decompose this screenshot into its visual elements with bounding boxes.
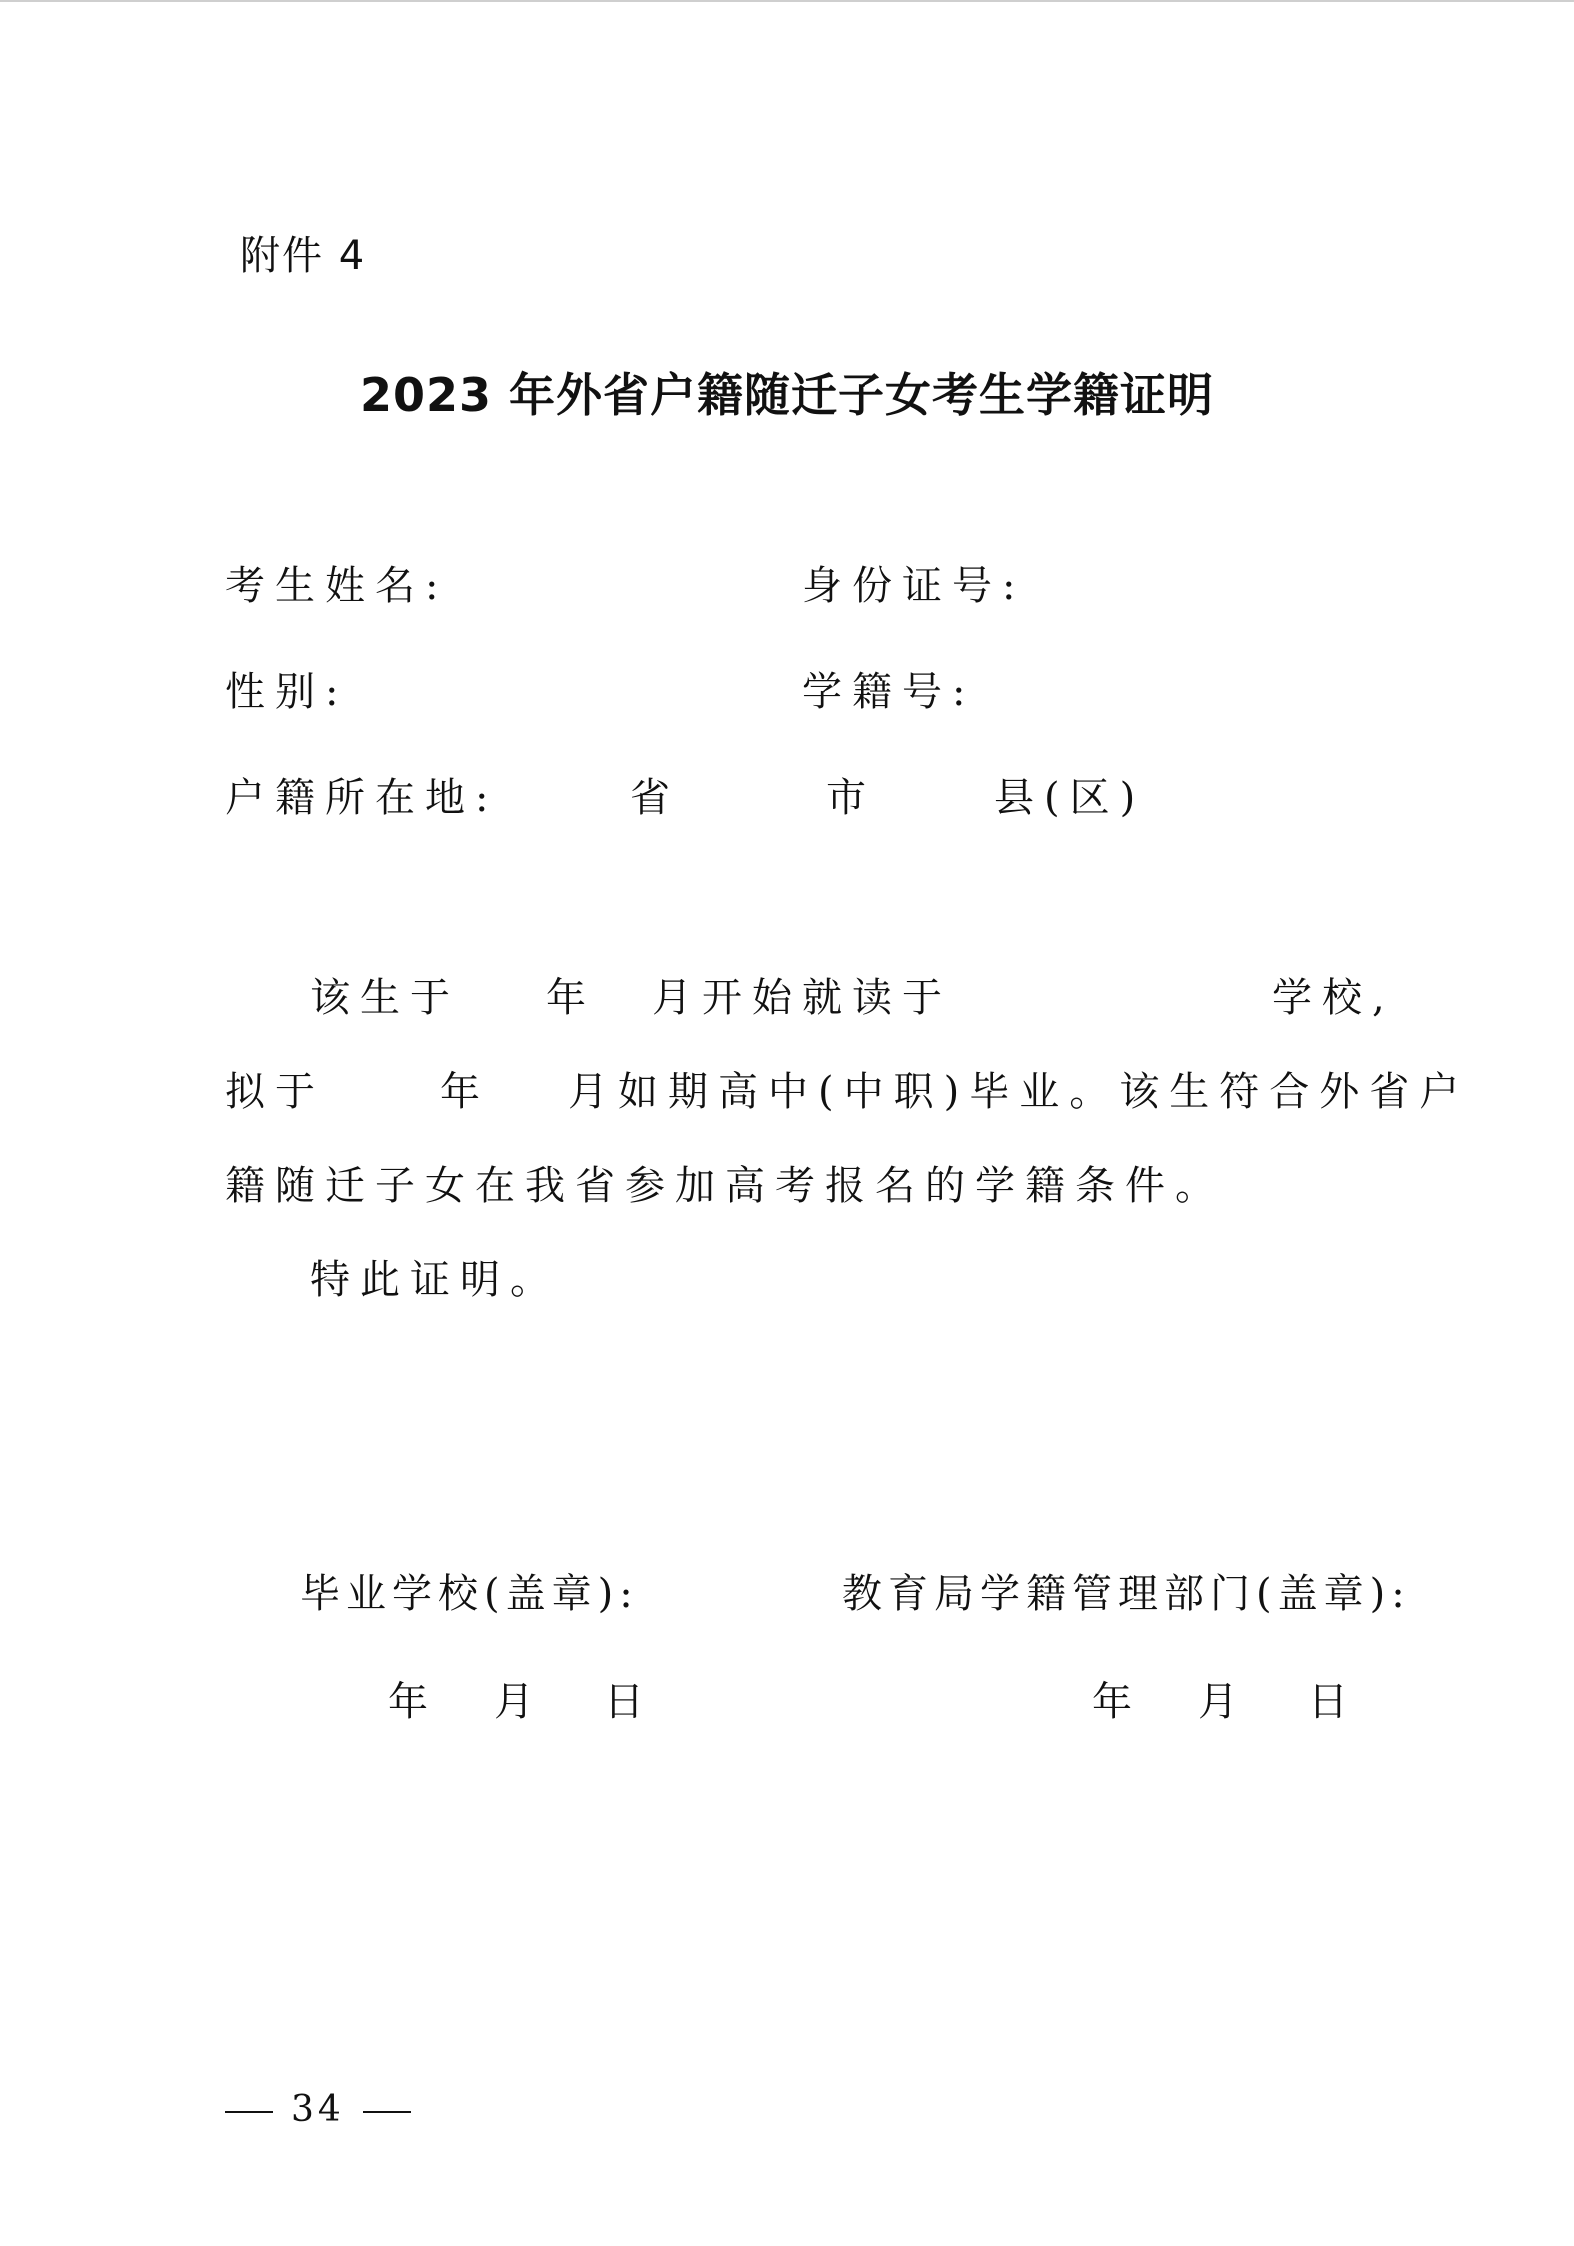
school-date-month: 月 xyxy=(494,1679,544,1725)
bureau-date-month: 月 xyxy=(1198,1679,1248,1725)
document-title: 2023 年外省户籍随迁子女考生学籍证明 xyxy=(359,368,1215,422)
county-label: 县(区) xyxy=(994,775,1146,821)
bureau-date-day: 日 xyxy=(1308,1679,1358,1725)
body-line1-start: 该生于 xyxy=(310,975,460,1021)
bureau-date-year: 年 xyxy=(1092,1679,1142,1725)
bureau-stamp-label: 教育局学籍管理部门(盖章): xyxy=(842,1571,1411,1617)
page-number-left-dash xyxy=(225,2111,273,2113)
page-number xyxy=(225,2089,411,2130)
top-border-line xyxy=(0,0,1574,2)
body-line2-rest: 月如期高中(中职)毕业。该生符合外省户 xyxy=(568,1069,1470,1115)
closing-statement: 特此证明。 xyxy=(310,1257,560,1303)
student-registration-label: 学籍号: xyxy=(802,669,976,715)
body-line1-school: 学校, xyxy=(1272,975,1395,1021)
body-line3: 籍随迁子女在我省参加高考报名的学籍条件。 xyxy=(225,1163,1225,1209)
school-stamp-label: 毕业学校(盖章): xyxy=(300,1571,639,1617)
body-line1-year: 年 xyxy=(546,975,596,1021)
student-name-label: 考生姓名: xyxy=(225,563,449,609)
page-number-right-dash xyxy=(363,2111,411,2113)
body-line2-year: 年 xyxy=(440,1069,490,1115)
id-number-label: 身份证号: xyxy=(802,563,1026,609)
province-label: 省 xyxy=(630,775,680,821)
body-line1-month: 月开始就读于 xyxy=(652,975,952,1021)
school-date-year: 年 xyxy=(388,1679,438,1725)
body-line2-start: 拟于 xyxy=(225,1069,325,1115)
gender-label: 性别: xyxy=(225,669,349,715)
page-number-value: 34 xyxy=(291,2089,345,2130)
city-label: 市 xyxy=(826,775,876,821)
household-location-label: 户籍所在地: xyxy=(225,775,499,821)
school-date-day: 日 xyxy=(604,1679,654,1725)
attachment-label: 附件 4 xyxy=(240,233,367,279)
